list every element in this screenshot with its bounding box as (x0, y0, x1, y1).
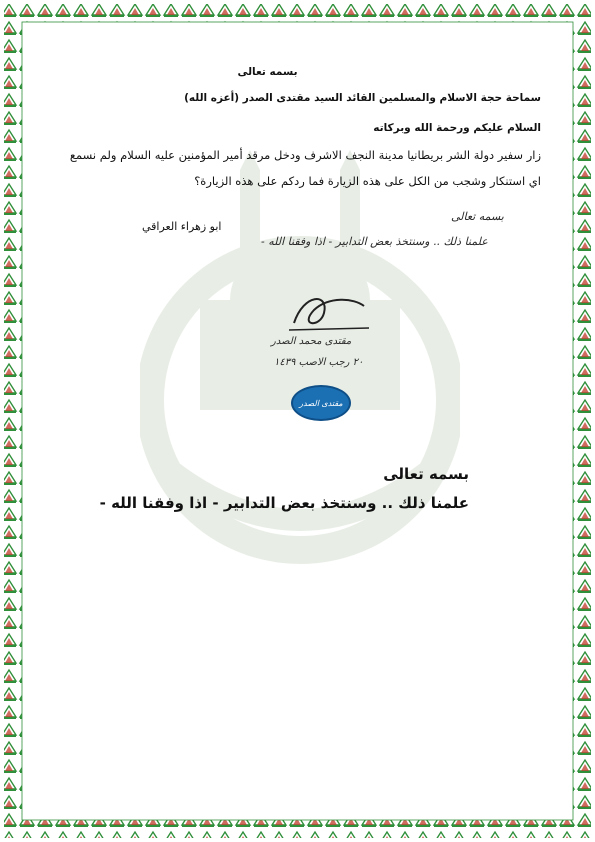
seal-stamp (291, 385, 351, 421)
handwritten-date: ٢٠ رجب الاصب ١٤٣٩ (274, 357, 364, 368)
seal-text: مقتدى الصدر (299, 398, 343, 408)
handwritten-name: مقتدى محمد الصدر (271, 336, 352, 347)
letter-basmala: بسمه تعالى (237, 66, 298, 78)
letter-greeting: السلام عليكم ورحمة الله وبركاته (373, 122, 541, 134)
letter-addressee: سماحة حجة الاسلام والمسلمين القائد السيد مقتدى الصدر (أعزه الله) (184, 92, 541, 104)
typed-reply-basmala: بسمه تعالى (383, 465, 469, 483)
typed-reply-text: علمنا ذلك .. وسنتخذ بعض التدابير - اذا وفقنا الله - (99, 494, 469, 512)
handwritten-reply: علمنا ذلك .. وسنتخذ بعض التدابير - اذا وفقنا الله - (261, 235, 488, 248)
handwritten-basmala: بسمه تعالى (451, 210, 504, 223)
letter-page (36, 30, 559, 810)
letter-question-line1: زار سفير دولة الشر بريطانيا مدينة النجف الاشرف ودخل مرقد أمير المؤمنين عليه السلام ولم نسمع (69, 148, 541, 162)
letter-signer: ابو زهراء العراقي (142, 220, 222, 233)
signature-icon (284, 288, 374, 338)
letter-question-line2: اي استنكار وشجب من الكل على هذه الزيارة فما ردكم على هذه الزيارة؟ (194, 174, 541, 188)
